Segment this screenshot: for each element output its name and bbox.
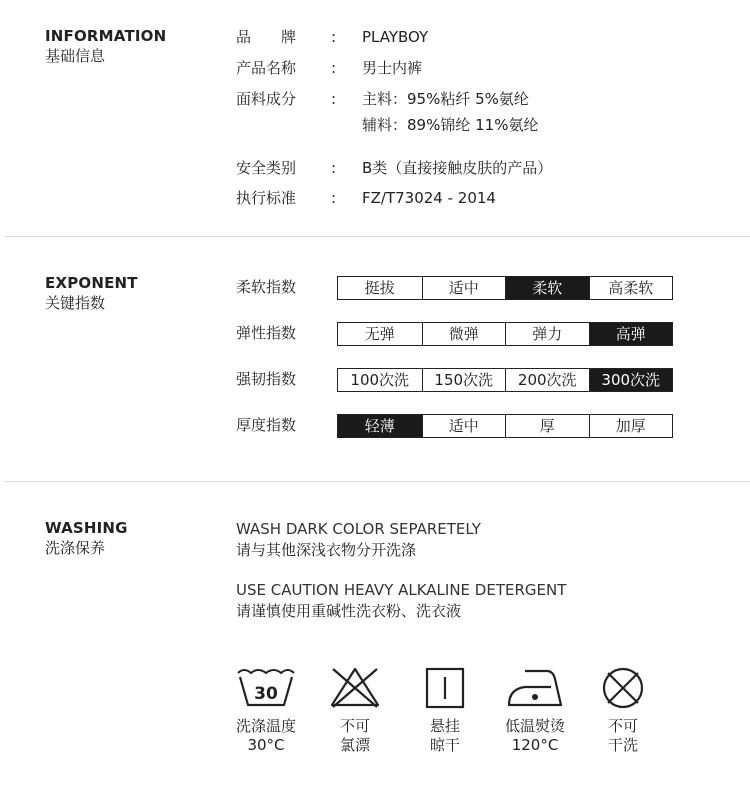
info-value-brand: PLAYBOY xyxy=(362,28,429,46)
care-caption: 低温熨烫 120°C xyxy=(504,717,565,754)
softness-scale xyxy=(337,276,673,300)
care-item-no-bleach xyxy=(310,665,400,755)
info-value-fabric-secondary: 辅料：89%锦纶 11%氨纶 xyxy=(362,116,539,134)
care-caption: 不可 氯漂 xyxy=(339,717,370,754)
info-label-brand: 品 牌 xyxy=(236,28,297,46)
care-caption: 洗涤温度 30°C xyxy=(235,717,296,754)
scale-option: 轻薄 xyxy=(338,415,422,437)
care-caption: 不可 干洗 xyxy=(607,717,638,754)
toughness-scale xyxy=(337,368,673,392)
information-title-zh: 基础信息 xyxy=(45,47,106,65)
info-colon: : xyxy=(331,159,337,177)
info-colon: : xyxy=(331,90,337,108)
svg-text:30: 30 xyxy=(254,684,278,704)
care-item-no-dry-clean xyxy=(578,665,668,755)
care-item-wash xyxy=(221,665,311,755)
scale-option: 无弹 xyxy=(364,325,395,343)
section-divider xyxy=(5,236,750,237)
no-bleach-icon xyxy=(325,665,385,709)
no-dry-clean-icon xyxy=(593,665,653,709)
scale-option: 柔软 xyxy=(505,277,589,299)
iron-low-icon xyxy=(503,665,567,709)
info-colon: : xyxy=(331,28,337,46)
scale-option: 200次洗 xyxy=(505,369,589,391)
scale-option: 挺拔 xyxy=(364,279,395,297)
wash-30-icon xyxy=(236,665,296,709)
scale-option: 300次洗 xyxy=(589,369,673,391)
info-label-standard: 执行标准 xyxy=(236,189,297,207)
scale-label: 厚度指数 xyxy=(236,416,297,434)
washing-title-en: WASHING xyxy=(45,519,128,537)
wash-note-zh: 请与其他深浅衣物分开洗涤 xyxy=(236,541,417,559)
scale-option: 适中 xyxy=(422,277,506,299)
scale-option: 高弹 xyxy=(589,323,673,345)
information-title-en: INFORMATION xyxy=(45,27,167,45)
scale-option: 高柔软 xyxy=(589,277,673,299)
exponent-title-zh: 关键指数 xyxy=(45,294,106,312)
scale-option: 微弹 xyxy=(422,323,506,345)
scale-option: 适中 xyxy=(422,415,506,437)
scale-label: 柔软指数 xyxy=(236,278,297,296)
info-label-safety: 安全类别 xyxy=(236,159,297,177)
care-item-hang-dry xyxy=(400,665,490,755)
scale-option: 加厚 xyxy=(589,415,673,437)
scale-option: 弹力 xyxy=(505,323,589,345)
scale-option: 150次洗 xyxy=(422,369,506,391)
washing-section-title xyxy=(45,519,128,558)
info-value-fabric-main: 主料：95%粘纤 5%氨纶 xyxy=(362,90,529,108)
section-divider xyxy=(5,481,750,482)
scale-option: 厚 xyxy=(505,415,589,437)
scale-label: 弹性指数 xyxy=(236,324,297,342)
exponent-section-title xyxy=(45,274,138,313)
info-label-fabric: 面料成分 xyxy=(236,90,297,108)
information-section-title xyxy=(45,27,166,66)
washing-title-zh: 洗涤保养 xyxy=(45,539,106,557)
care-caption: 悬挂 晾干 xyxy=(429,717,460,754)
info-value-standard: FZ/T73024 - 2014 xyxy=(362,189,496,207)
info-colon: : xyxy=(331,59,337,77)
care-item-iron xyxy=(490,665,580,755)
wash-note-zh: 请谨慎使用重碱性洗衣粉、洗衣液 xyxy=(236,602,462,620)
info-value-safety: B类（直接接触皮肤的产品） xyxy=(362,159,553,177)
wash-note-en: WASH DARK COLOR SEPARETELY xyxy=(236,520,481,538)
info-value-product-name: 男士内裤 xyxy=(362,59,423,77)
hang-dry-icon xyxy=(415,665,475,709)
scale-label: 强韧指数 xyxy=(236,370,297,388)
scale-option: 100次洗 xyxy=(350,371,410,389)
thickness-scale xyxy=(337,414,673,438)
exponent-title-en: EXPONENT xyxy=(45,274,138,292)
elasticity-scale xyxy=(337,322,673,346)
wash-note-en: USE CAUTION HEAVY ALKALINE DETERGENT xyxy=(236,581,567,599)
info-colon: : xyxy=(331,189,337,207)
info-label-product-name: 产品名称 xyxy=(236,59,297,77)
